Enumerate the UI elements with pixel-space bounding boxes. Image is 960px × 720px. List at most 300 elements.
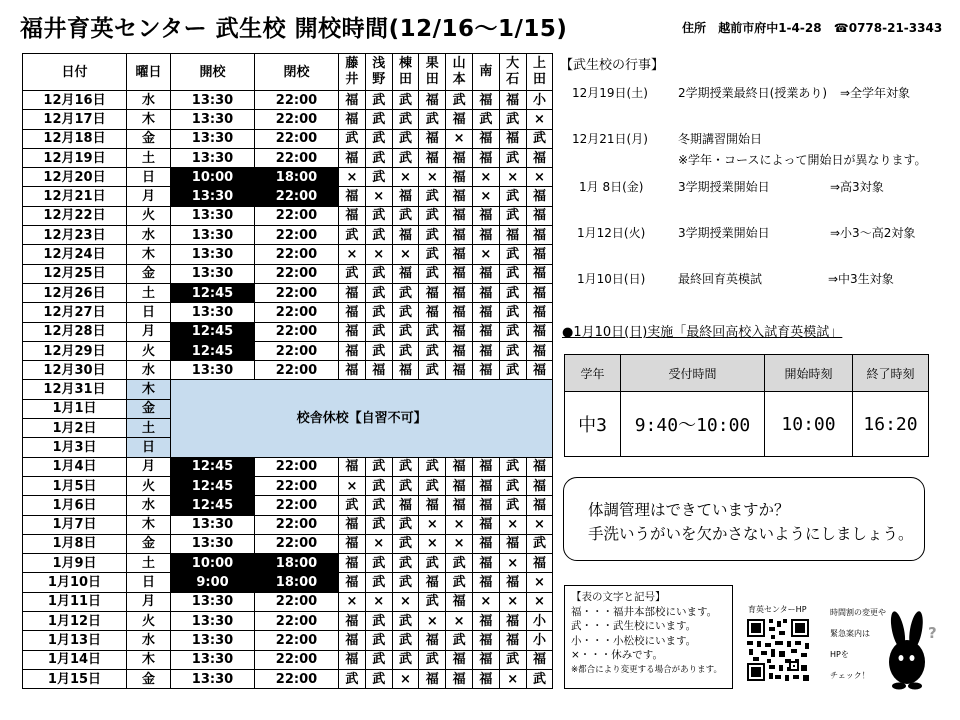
row-location-status: 武 bbox=[365, 283, 392, 302]
header-day: 曜日 bbox=[127, 54, 171, 91]
mock-header: 学年 bbox=[565, 355, 621, 392]
schedule-header-row bbox=[23, 54, 553, 91]
row-date: 1月15日 bbox=[23, 669, 127, 688]
row-location-status: 武 bbox=[392, 573, 419, 592]
row-open-time: 13:30 bbox=[171, 303, 255, 322]
row-day: 水 bbox=[127, 226, 171, 245]
row-close-time: 22:00 bbox=[255, 148, 339, 167]
row-location-status: × bbox=[419, 612, 446, 631]
row-location-status: 福 bbox=[526, 245, 553, 264]
row-location-status: 武 bbox=[392, 303, 419, 322]
row-open-time: 13:30 bbox=[171, 612, 255, 631]
row-location-status: 福 bbox=[472, 554, 499, 573]
row-open-time: 12:45 bbox=[171, 283, 255, 302]
row-day: 土 bbox=[127, 554, 171, 573]
row-location-status: 福 bbox=[446, 187, 473, 206]
row-close-time: 22:00 bbox=[255, 515, 339, 534]
row-location-status: 福 bbox=[339, 650, 366, 669]
row-location-status: × bbox=[472, 592, 499, 611]
header-location: 上田 bbox=[526, 54, 553, 91]
row-close-time: 22:00 bbox=[255, 592, 339, 611]
row-location-status: × bbox=[446, 612, 473, 631]
row-date: 1月1日 bbox=[23, 399, 127, 418]
row-location-status: 武 bbox=[365, 168, 392, 187]
schedule-row bbox=[23, 341, 553, 360]
row-date: 12月25日 bbox=[23, 264, 127, 283]
row-location-status: 武 bbox=[446, 631, 473, 650]
row-location-status: 小 bbox=[526, 612, 553, 631]
row-location-status: 福 bbox=[472, 226, 499, 245]
schedule-row bbox=[23, 631, 553, 650]
qr-code-icon[interactable] bbox=[745, 617, 811, 683]
row-location-status: 武 bbox=[365, 631, 392, 650]
header-close: 閉校 bbox=[255, 54, 339, 91]
row-location-status: × bbox=[526, 515, 553, 534]
row-close-time: 22:00 bbox=[255, 206, 339, 225]
row-location-status: 福 bbox=[392, 264, 419, 283]
row-location-status: 小 bbox=[526, 91, 553, 110]
row-close-time: 22:00 bbox=[255, 129, 339, 148]
row-location-status: 福 bbox=[419, 148, 446, 167]
svg-text:?: ? bbox=[928, 624, 937, 642]
row-open-time: 12:45 bbox=[171, 457, 255, 476]
schedule-row bbox=[23, 669, 553, 688]
row-close-time: 22:00 bbox=[255, 226, 339, 245]
schedule-row bbox=[23, 534, 553, 553]
row-location-status: 武 bbox=[419, 322, 446, 341]
row-day: 月 bbox=[127, 322, 171, 341]
row-location-status: × bbox=[339, 592, 366, 611]
header-location: 果田 bbox=[419, 54, 446, 91]
schedule-row bbox=[23, 322, 553, 341]
schedule-row bbox=[23, 650, 553, 669]
row-location-status: 福 bbox=[446, 496, 473, 515]
row-location-status: 福 bbox=[446, 322, 473, 341]
row-date: 1月10日 bbox=[23, 573, 127, 592]
row-location-status: 武 bbox=[499, 264, 526, 283]
row-day: 日 bbox=[127, 168, 171, 187]
row-location-status: 福 bbox=[339, 361, 366, 380]
event-audience: ⇒小3～高2対象 bbox=[830, 226, 916, 240]
row-open-time: 13:30 bbox=[171, 110, 255, 129]
row-location-status: 福 bbox=[446, 148, 473, 167]
event-note: ※学年・コースによって開始日が異なります。 bbox=[678, 153, 927, 167]
row-location-status: 武 bbox=[419, 110, 446, 129]
row-location-status: × bbox=[446, 129, 473, 148]
mock-header: 終了時刻 bbox=[853, 355, 929, 392]
row-close-time: 22:00 bbox=[255, 534, 339, 553]
row-location-status: × bbox=[472, 168, 499, 187]
header-location: 藤井 bbox=[339, 54, 366, 91]
schedule-row bbox=[23, 476, 553, 495]
row-day: 金 bbox=[127, 669, 171, 688]
row-location-status: 武 bbox=[499, 341, 526, 360]
row-location-status: 福 bbox=[472, 631, 499, 650]
row-location-status: × bbox=[339, 476, 366, 495]
row-date: 12月24日 bbox=[23, 245, 127, 264]
row-location-status: 武 bbox=[446, 554, 473, 573]
row-location-status: 福 bbox=[392, 187, 419, 206]
row-open-time: 13:30 bbox=[171, 592, 255, 611]
event-audience: ⇒高3対象 bbox=[830, 180, 884, 194]
row-day: 火 bbox=[127, 206, 171, 225]
row-location-status: 武 bbox=[392, 110, 419, 129]
address-line bbox=[682, 19, 950, 36]
mock-end-time: 16:20 bbox=[853, 392, 929, 457]
row-date: 1月4日 bbox=[23, 457, 127, 476]
row-location-status: 福 bbox=[446, 592, 473, 611]
row-location-status: 福 bbox=[472, 515, 499, 534]
header-open: 開校 bbox=[171, 54, 255, 91]
row-location-status: × bbox=[365, 187, 392, 206]
row-location-status: 武 bbox=[339, 129, 366, 148]
row-date: 12月26日 bbox=[23, 283, 127, 302]
event-date: 12月19日(土) bbox=[572, 86, 648, 100]
row-location-status: 福 bbox=[419, 631, 446, 650]
row-location-status: 福 bbox=[472, 303, 499, 322]
schedule-row bbox=[23, 573, 553, 592]
row-open-time: 13:30 bbox=[171, 669, 255, 688]
row-location-status: 武 bbox=[419, 245, 446, 264]
row-location-status: 福 bbox=[499, 91, 526, 110]
row-date: 12月28日 bbox=[23, 322, 127, 341]
row-location-status: 福 bbox=[526, 187, 553, 206]
row-location-status: 武 bbox=[499, 283, 526, 302]
row-close-time: 22:00 bbox=[255, 631, 339, 650]
legend-title: 【表の文字と記号】 bbox=[571, 591, 666, 603]
schedule-table bbox=[22, 53, 553, 689]
row-location-status: 武 bbox=[365, 554, 392, 573]
row-location-status: 福 bbox=[339, 457, 366, 476]
row-location-status: 福 bbox=[526, 361, 553, 380]
event-text: 2学期授業最終日(授業あり) bbox=[678, 86, 827, 100]
row-location-status: 福 bbox=[419, 303, 446, 322]
row-location-status: 福 bbox=[392, 496, 419, 515]
row-location-status: 武 bbox=[392, 129, 419, 148]
row-location-status: 福 bbox=[392, 361, 419, 380]
row-location-status: 武 bbox=[339, 669, 366, 688]
row-location-status: 武 bbox=[365, 669, 392, 688]
header-location: 南 bbox=[472, 54, 499, 91]
row-day: 水 bbox=[127, 496, 171, 515]
row-location-status: 武 bbox=[365, 515, 392, 534]
schedule-row bbox=[23, 245, 553, 264]
row-location-status: 福 bbox=[365, 361, 392, 380]
row-location-status: 福 bbox=[446, 168, 473, 187]
row-location-status: 福 bbox=[446, 341, 473, 360]
row-day: 月 bbox=[127, 457, 171, 476]
schedule-row bbox=[23, 303, 553, 322]
row-location-status: 武 bbox=[419, 476, 446, 495]
row-location-status: 武 bbox=[365, 476, 392, 495]
schedule-row bbox=[23, 148, 553, 167]
row-location-status: × bbox=[499, 669, 526, 688]
row-day: 土 bbox=[127, 283, 171, 302]
row-location-status: 武 bbox=[499, 496, 526, 515]
row-location-status: 福 bbox=[446, 206, 473, 225]
row-open-time: 12:45 bbox=[171, 341, 255, 360]
row-location-status: 福 bbox=[339, 303, 366, 322]
row-location-status: 武 bbox=[499, 322, 526, 341]
schedule-row bbox=[23, 206, 553, 225]
row-open-time: 13:30 bbox=[171, 187, 255, 206]
schedule-row bbox=[23, 361, 553, 380]
row-location-status: 福 bbox=[472, 283, 499, 302]
row-close-time: 22:00 bbox=[255, 650, 339, 669]
hp-side-line: 緊急案内は bbox=[830, 629, 870, 638]
row-location-status: 福 bbox=[419, 283, 446, 302]
row-location-status: 武 bbox=[365, 573, 392, 592]
health-notice bbox=[563, 477, 925, 561]
row-location-status: 福 bbox=[472, 264, 499, 283]
legend-item: ×・・・休みです。 bbox=[571, 649, 663, 661]
row-open-time: 13:30 bbox=[171, 264, 255, 283]
row-location-status: 福 bbox=[526, 206, 553, 225]
row-location-status: 福 bbox=[472, 322, 499, 341]
hp-side-line: チェック！ bbox=[830, 671, 870, 680]
row-date: 12月16日 bbox=[23, 91, 127, 110]
row-day: 日 bbox=[127, 303, 171, 322]
row-day: 火 bbox=[127, 341, 171, 360]
row-location-status: 福 bbox=[339, 91, 366, 110]
legend-item: 小・・・小松校にいます。 bbox=[571, 634, 697, 647]
event-date: 1月10日(日) bbox=[577, 272, 646, 286]
mock-exam-table bbox=[564, 354, 929, 457]
health-line-1: 体調管理はできていますか？ bbox=[588, 501, 790, 519]
row-location-status: 福 bbox=[446, 245, 473, 264]
row-location-status: 武 bbox=[419, 457, 446, 476]
row-close-time: 22:00 bbox=[255, 496, 339, 515]
row-location-status: 福 bbox=[446, 476, 473, 495]
mock-reception-time: 9:40～10:00 bbox=[621, 392, 765, 457]
row-close-time: 18:00 bbox=[255, 168, 339, 187]
mock-header: 開始時刻 bbox=[765, 355, 853, 392]
row-day: 水 bbox=[127, 361, 171, 380]
row-open-time: 10:00 bbox=[171, 168, 255, 187]
row-day: 土 bbox=[127, 419, 171, 438]
row-day: 火 bbox=[127, 476, 171, 495]
row-location-status: 福 bbox=[472, 650, 499, 669]
schedule-row bbox=[23, 612, 553, 631]
row-open-time: 13:30 bbox=[171, 245, 255, 264]
row-location-status: 武 bbox=[365, 457, 392, 476]
row-location-status: 福 bbox=[526, 496, 553, 515]
row-open-time: 13:30 bbox=[171, 631, 255, 650]
row-location-status: 武 bbox=[499, 361, 526, 380]
rabbit-mascot-icon bbox=[876, 608, 940, 690]
schedule-row bbox=[23, 129, 553, 148]
row-location-status: 福 bbox=[499, 534, 526, 553]
row-close-time: 22:00 bbox=[255, 303, 339, 322]
row-location-status: × bbox=[392, 168, 419, 187]
row-location-status: × bbox=[392, 592, 419, 611]
row-location-status: 福 bbox=[419, 91, 446, 110]
row-location-status: 福 bbox=[472, 91, 499, 110]
row-location-status: 武 bbox=[392, 91, 419, 110]
row-close-time: 18:00 bbox=[255, 554, 339, 573]
row-location-status: 武 bbox=[392, 612, 419, 631]
row-location-status: × bbox=[526, 110, 553, 129]
row-location-status: 武 bbox=[339, 496, 366, 515]
row-day: 日 bbox=[127, 438, 171, 457]
header-location: 山本 bbox=[446, 54, 473, 91]
row-location-status: 福 bbox=[339, 187, 366, 206]
row-date: 1月5日 bbox=[23, 476, 127, 495]
schedule-row bbox=[23, 554, 553, 573]
header-location: 浅野 bbox=[365, 54, 392, 91]
mock-exam-heading: ●1月10日(日)実施「最終回高校入試育英模試」 bbox=[562, 325, 843, 340]
health-line-2: 手洗いうがいを欠かさないようにしましょう。 bbox=[588, 525, 914, 543]
address-value: 越前市府中1-4-28 bbox=[718, 21, 822, 35]
row-location-status: 福 bbox=[472, 129, 499, 148]
row-open-time: 12:45 bbox=[171, 496, 255, 515]
row-day: 月 bbox=[127, 592, 171, 611]
row-location-status: 武 bbox=[392, 534, 419, 553]
row-location-status: 武 bbox=[365, 303, 392, 322]
legend-note: ※都合により変更する場合があります。 bbox=[571, 664, 722, 675]
row-date: 1月14日 bbox=[23, 650, 127, 669]
row-location-status: 福 bbox=[339, 110, 366, 129]
row-location-status: × bbox=[339, 245, 366, 264]
row-day: 木 bbox=[127, 515, 171, 534]
row-date: 12月22日 bbox=[23, 206, 127, 225]
row-location-status: × bbox=[526, 168, 553, 187]
row-location-status: × bbox=[392, 245, 419, 264]
row-date: 1月13日 bbox=[23, 631, 127, 650]
row-location-status: 福 bbox=[446, 110, 473, 129]
row-location-status: 武 bbox=[446, 91, 473, 110]
row-location-status: 福 bbox=[446, 264, 473, 283]
row-location-status: 武 bbox=[499, 245, 526, 264]
row-date: 1月6日 bbox=[23, 496, 127, 515]
row-location-status: 福 bbox=[339, 554, 366, 573]
row-date: 12月19日 bbox=[23, 148, 127, 167]
row-location-status: × bbox=[446, 534, 473, 553]
row-location-status: × bbox=[526, 573, 553, 592]
row-location-status: × bbox=[472, 187, 499, 206]
row-location-status: 武 bbox=[365, 226, 392, 245]
row-location-status: 福 bbox=[499, 226, 526, 245]
event-text: 3学期授業開始日 bbox=[678, 180, 770, 194]
schedule-row bbox=[23, 283, 553, 302]
row-close-time: 22:00 bbox=[255, 187, 339, 206]
row-open-time: 13:30 bbox=[171, 226, 255, 245]
row-day: 土 bbox=[127, 148, 171, 167]
schedule-row bbox=[23, 380, 553, 399]
row-date: 1月2日 bbox=[23, 419, 127, 438]
row-date: 12月17日 bbox=[23, 110, 127, 129]
row-location-status: × bbox=[499, 515, 526, 534]
header-location: 大石 bbox=[499, 54, 526, 91]
page-title: 福井育英センター 武生校 開校時間(12/16～1/15) bbox=[20, 16, 568, 42]
schedule-row bbox=[23, 496, 553, 515]
row-day: 木 bbox=[127, 380, 171, 399]
schedule-row bbox=[23, 592, 553, 611]
row-location-status: 福 bbox=[472, 612, 499, 631]
row-location-status: 武 bbox=[419, 264, 446, 283]
row-location-status: 福 bbox=[339, 148, 366, 167]
row-location-status: 武 bbox=[419, 361, 446, 380]
row-location-status: 福 bbox=[339, 341, 366, 360]
row-location-status: 武 bbox=[365, 129, 392, 148]
row-date: 1月11日 bbox=[23, 592, 127, 611]
row-location-status: 武 bbox=[392, 476, 419, 495]
schedule-row bbox=[23, 264, 553, 283]
row-open-time: 13:30 bbox=[171, 206, 255, 225]
row-location-status: × bbox=[365, 534, 392, 553]
row-location-status: 武 bbox=[499, 457, 526, 476]
row-location-status: 武 bbox=[419, 187, 446, 206]
row-location-status: 武 bbox=[339, 226, 366, 245]
row-location-status: 福 bbox=[526, 476, 553, 495]
row-location-status: 武 bbox=[419, 650, 446, 669]
header-location: 棟田 bbox=[392, 54, 419, 91]
row-location-status: 武 bbox=[392, 554, 419, 573]
row-location-status: 武 bbox=[499, 476, 526, 495]
row-location-status: 武 bbox=[365, 612, 392, 631]
row-day: 木 bbox=[127, 650, 171, 669]
row-location-status: 武 bbox=[392, 148, 419, 167]
row-location-status: 福 bbox=[526, 264, 553, 283]
row-location-status: × bbox=[526, 592, 553, 611]
event-text: 冬期講習開始日 bbox=[678, 132, 763, 146]
row-location-status: × bbox=[339, 168, 366, 187]
events-title: 【武生校の行事】 bbox=[560, 58, 665, 73]
schedule-row bbox=[23, 457, 553, 476]
schedule-row bbox=[23, 187, 553, 206]
row-day: 金 bbox=[127, 264, 171, 283]
row-location-status: 福 bbox=[526, 457, 553, 476]
row-location-status: 武 bbox=[392, 631, 419, 650]
row-location-status: × bbox=[499, 592, 526, 611]
row-location-status: 福 bbox=[446, 283, 473, 302]
row-location-status: 武 bbox=[392, 341, 419, 360]
event-text: 3学期授業開始日 bbox=[678, 226, 770, 240]
row-close-time: 22:00 bbox=[255, 110, 339, 129]
row-location-status: 武 bbox=[526, 534, 553, 553]
row-close-time: 22:00 bbox=[255, 264, 339, 283]
row-open-time: 12:45 bbox=[171, 476, 255, 495]
row-location-status: 福 bbox=[472, 206, 499, 225]
event-text: 最終回育英模試 bbox=[678, 272, 763, 286]
mock-header: 受付時間 bbox=[621, 355, 765, 392]
row-location-status: 福 bbox=[339, 534, 366, 553]
row-location-status: 武 bbox=[392, 283, 419, 302]
row-open-time: 13:30 bbox=[171, 361, 255, 380]
row-date: 12月27日 bbox=[23, 303, 127, 322]
row-close-time: 22:00 bbox=[255, 245, 339, 264]
address-label: 住所 bbox=[682, 21, 707, 35]
row-day: 木 bbox=[127, 245, 171, 264]
mock-data-row bbox=[565, 392, 929, 457]
row-location-status: 武 bbox=[419, 226, 446, 245]
row-location-status: 福 bbox=[339, 206, 366, 225]
row-location-status: 福 bbox=[446, 361, 473, 380]
row-location-status: 福 bbox=[472, 573, 499, 592]
row-location-status: 福 bbox=[339, 322, 366, 341]
event-audience: ⇒中3生対象 bbox=[828, 272, 894, 286]
row-date: 12月20日 bbox=[23, 168, 127, 187]
hp-side-line: HPを bbox=[830, 650, 849, 659]
row-location-status: 武 bbox=[446, 573, 473, 592]
row-location-status: × bbox=[419, 168, 446, 187]
row-location-status: 武 bbox=[419, 341, 446, 360]
row-location-status: 武 bbox=[392, 322, 419, 341]
row-location-status: × bbox=[392, 669, 419, 688]
row-location-status: 武 bbox=[499, 206, 526, 225]
row-location-status: 武 bbox=[499, 148, 526, 167]
row-location-status: × bbox=[365, 592, 392, 611]
